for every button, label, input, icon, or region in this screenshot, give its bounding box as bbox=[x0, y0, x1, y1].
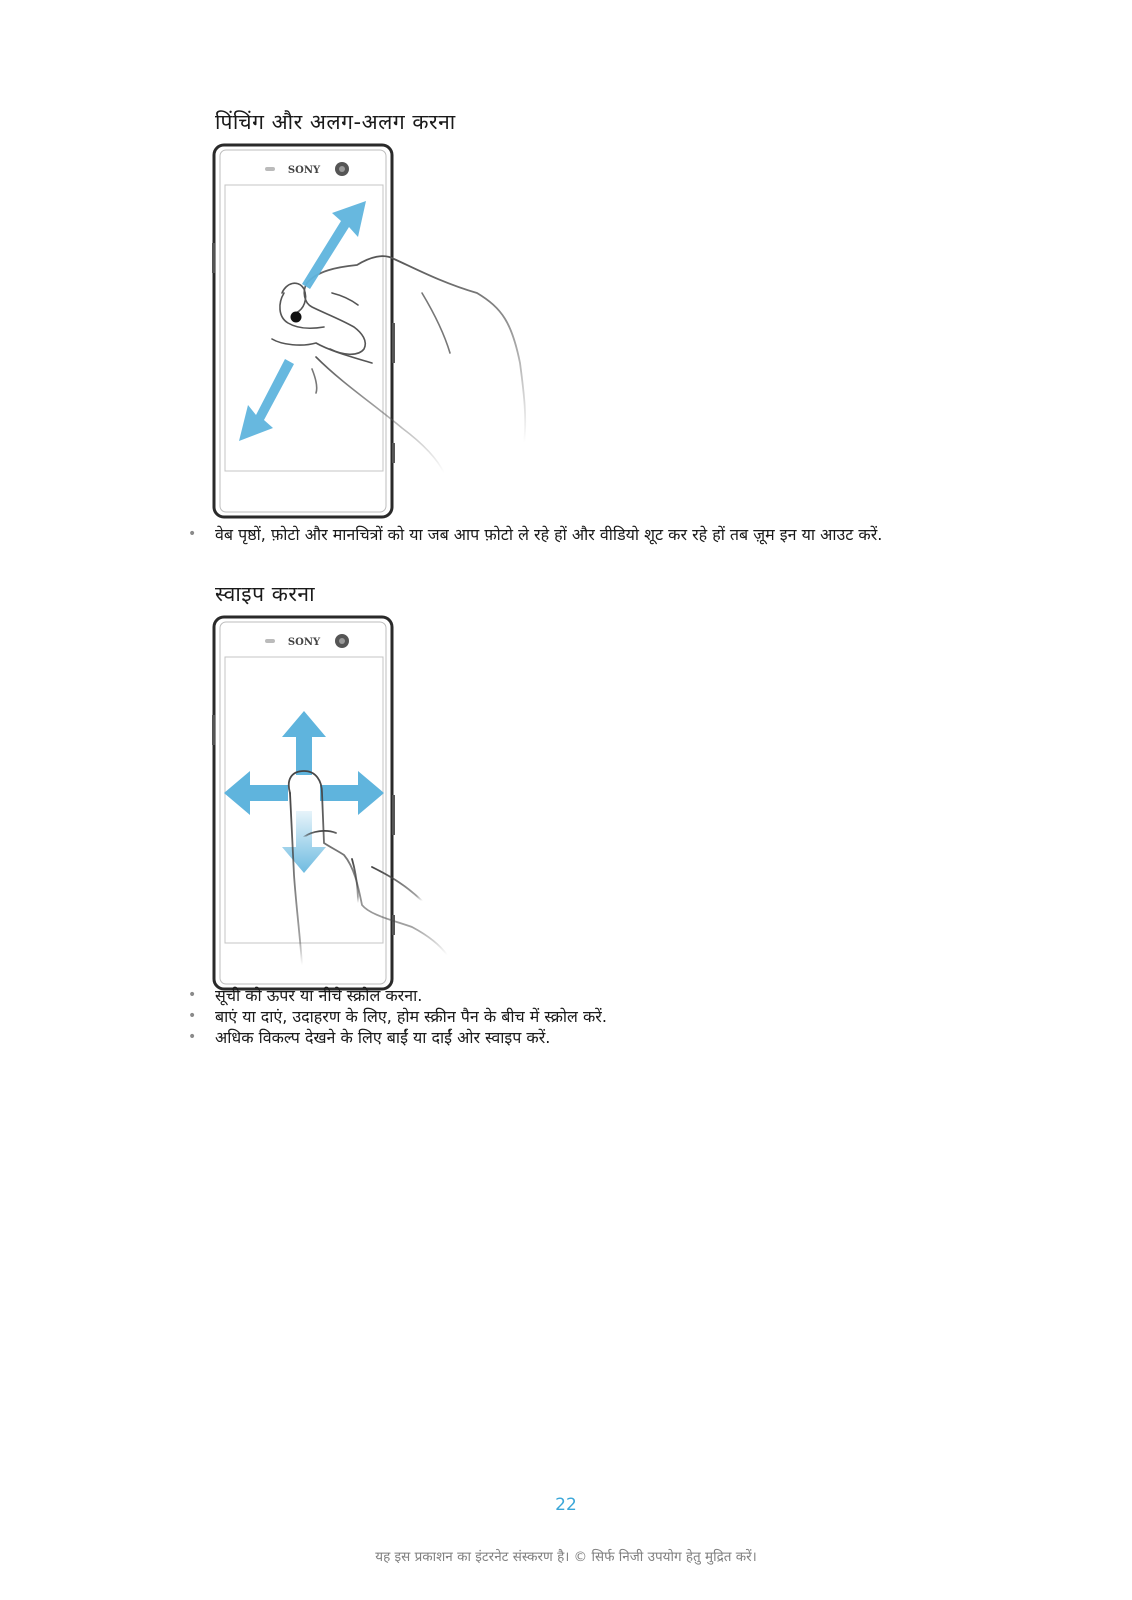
pinch-bullet-list bbox=[188, 524, 948, 545]
section-heading-swipe: स्वाइप करना bbox=[215, 582, 316, 606]
phone-brand-label: SONY bbox=[287, 165, 321, 176]
pinch-gesture-illustration bbox=[212, 143, 542, 523]
phone-brand-label: SONY bbox=[287, 637, 321, 648]
list-item: • बाएं या दाएं, उदाहरण के लिए, होम स्क्रीन पैन के बीच में स्क्रोल करें. bbox=[188, 1006, 948, 1027]
phone-outline bbox=[212, 145, 395, 517]
section-heading-pinch: पिंचिंग और अलग-अलग करना bbox=[215, 110, 456, 134]
list-item: • अधिक विकल्प देखने के लिए बाईं या दाईं ओर स्वाइप करें. bbox=[188, 1027, 948, 1048]
page-footer: यह इस प्रकाशन का इंटरनेट संस्करण है। © सिर्फ निजी उपयोग हेतु मुद्रित करें। bbox=[375, 1549, 757, 1565]
swipe-bullet-list bbox=[188, 985, 948, 1048]
swipe-gesture-illustration bbox=[212, 615, 542, 995]
page-number: 22 bbox=[555, 1495, 577, 1515]
list-item: • वेब पृष्ठों, फ़ोटो और मानचित्रों को या जब आप फ़ोटो ले रहे हों और वीडियो शूट कर रहे हों तब ज़ूम इन या आउट करें. bbox=[188, 524, 948, 545]
touch-point-icon bbox=[291, 312, 302, 323]
list-item: • सूची को ऊपर या नीचे स्क्रोल करना. bbox=[188, 985, 948, 1006]
